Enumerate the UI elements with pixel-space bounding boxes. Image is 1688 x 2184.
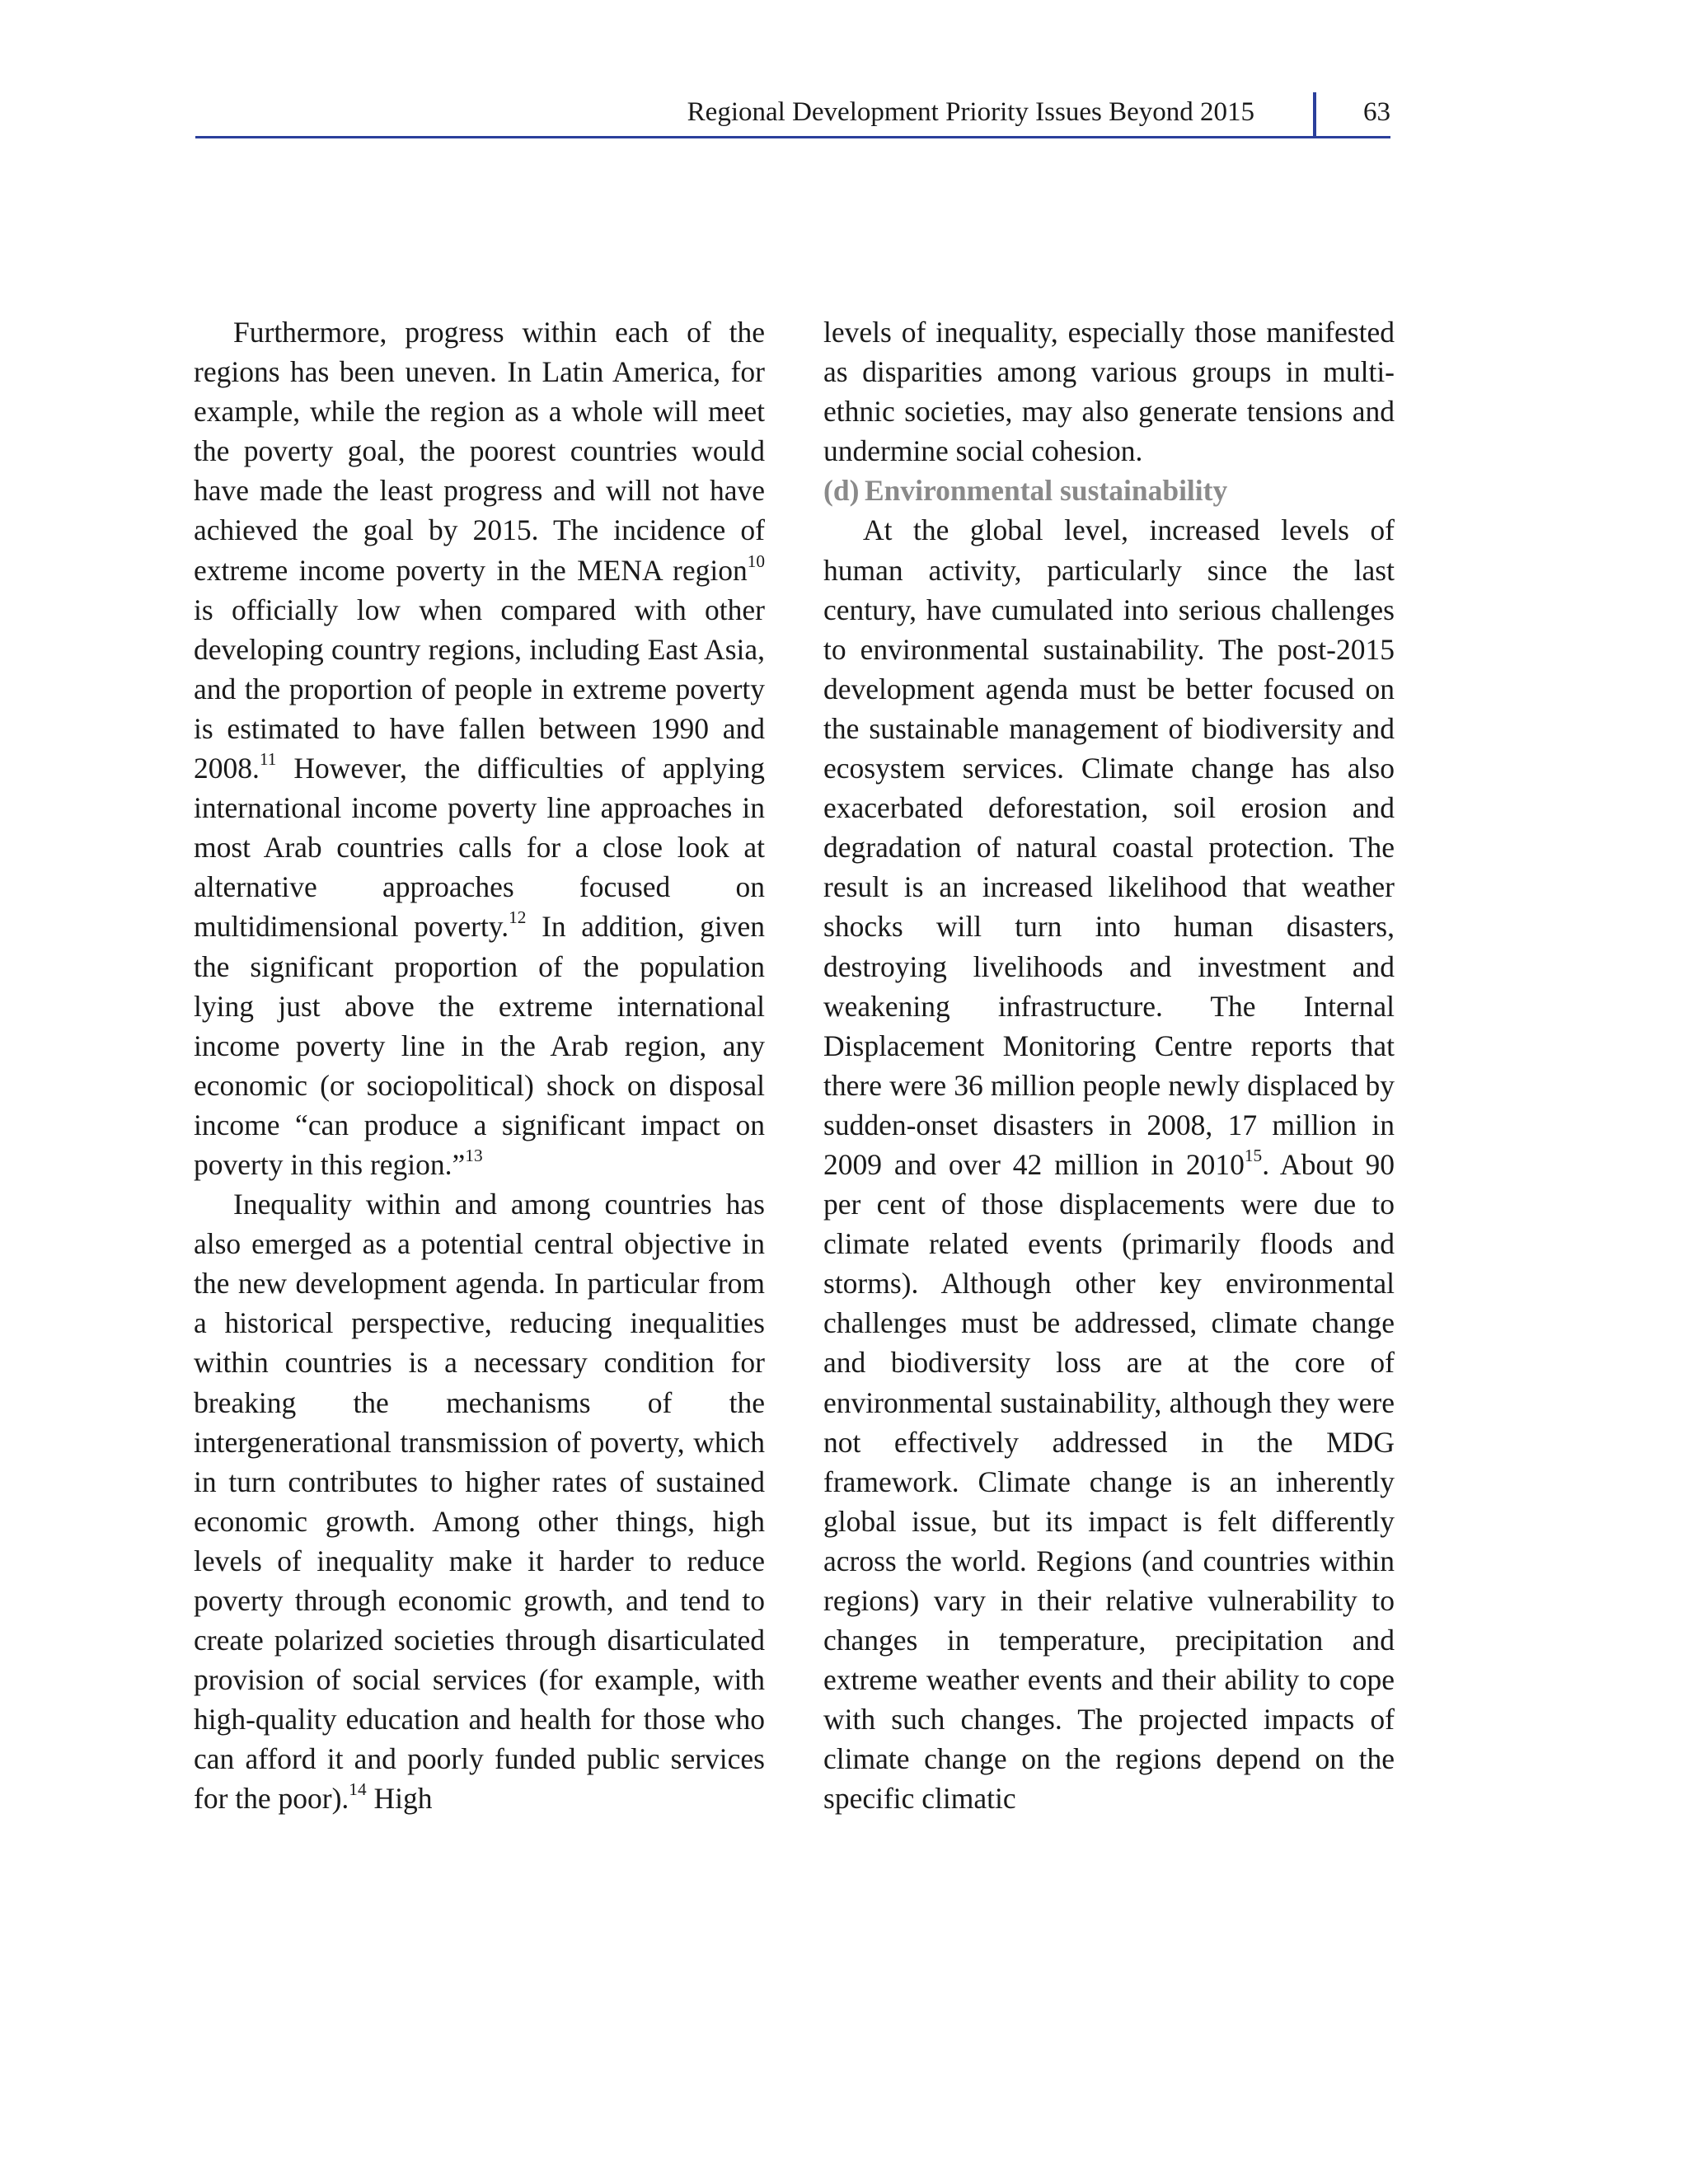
footnote-ref[interactable]: 11	[259, 749, 277, 770]
page-number: 63	[1363, 97, 1390, 127]
paragraph-text: . About 90 per cent of those displacements were due to climate related events (primarily floods and storms). Although other key environmental challenges must be addressed, climate change and biodiversity loss are at the core of environmental sustainability, although they were not effectively addressed in the MDG framework. Climate change is an inherently global issue, but its impact is felt differently across the world. Regions (and countries within regions) vary in their relative vulnerability to changes in temperature, precipitation and extreme weather events and their ability to cope with such changes. The projected impacts of climate change on the regions depend on the specific climatic	[823, 1147, 1395, 1816]
paragraph-inequality-continued: levels of inequality, especially those manifested as disparities among various groups in multi-ethnic societies, may also generate tensions and undermine social cohesion.	[823, 316, 1395, 468]
footnote-ref[interactable]: 14	[349, 1779, 367, 1800]
left-column	[194, 312, 765, 1819]
paragraph-poverty-progress	[194, 312, 765, 1184]
footnote-ref[interactable]: 12	[509, 907, 527, 928]
paragraph-environment	[823, 510, 1395, 1818]
right-column	[823, 312, 1395, 1819]
footnote-ref[interactable]: 10	[747, 551, 765, 571]
paragraph-text: However, the difficulties of applying international income poverty line approaches in most Arab countries calls for a close look at alternative approaches focused on multidimensional poverty.	[194, 752, 765, 944]
paragraph-text: In addition, given the significant proportion of the population lying just above the extreme international income poverty line in the Arab region, any economic (or sociopolitical) shock on disposal income “can produce a significant impact on poverty in this region.”	[194, 910, 765, 1181]
header-divider	[1313, 92, 1316, 138]
section-title: Environmental sustainability	[865, 474, 1228, 508]
paragraph-text: High	[366, 1782, 433, 1816]
footnote-ref[interactable]: 15	[1244, 1146, 1263, 1165]
footnote-ref[interactable]: 13	[465, 1146, 483, 1165]
running-header	[195, 92, 1390, 138]
paragraph-text: is officially low when compared with other developing country regions, including East Asia, and the proportion of people in extreme poverty is estimated to have fallen between 1990 and 2008.	[194, 593, 765, 785]
paragraph-text: Inequality within and among countries has also emerged as a potential central objective in the new development agenda. In particular from a historical perspective, reducing inequalities within countries is a necessary condition for breaking the mechanisms of the intergenerational transmission of poverty, which in turn contributes to higher rates of sustained economic growth. Among other things, high levels of inequality make it harder to reduce poverty through economic growth, and tend to create polarized societies through disarticulated provision of social services (for example, with high-quality education and health for those who can afford it and poorly funded public services for the poor).	[194, 1188, 765, 1816]
section-number: (d)	[823, 474, 860, 508]
header-rule	[195, 136, 1390, 138]
paragraph-inequality	[194, 1184, 765, 1819]
section-heading	[823, 471, 1395, 510]
paragraph-text: At the global level, increased levels of human activity, particularly since the last century, have cumulated into serious challenges to environmental sustainability. The post-2015 development agenda must be better focused on the sustainable management of biodiversity and ecosystem services. Climate change has also exacerbated deforestation, soil erosion and degradation of natural coastal protection. The result is an increased likelihood that weather shocks will turn into human disasters, destroying livelihoods and investment and weakening infrastructure. The Internal Displacement Monitoring Centre reports that there were 36 million people newly displaced by sudden-onset disasters in 2008, 17 million in 2009 and over 42 million in 2010	[823, 513, 1395, 1181]
paragraph-text: Furthermore, progress within each of the regions has been uneven. In Latin America, for example, while the region as a whole will meet the poverty goal, the poorest countries would have made the least progress and will not have achieved the goal by 2015. The incidence of extreme income poverty in the MENA region	[194, 316, 765, 587]
running-title: Regional Development Priority Issues Beyond 2015	[687, 97, 1254, 127]
